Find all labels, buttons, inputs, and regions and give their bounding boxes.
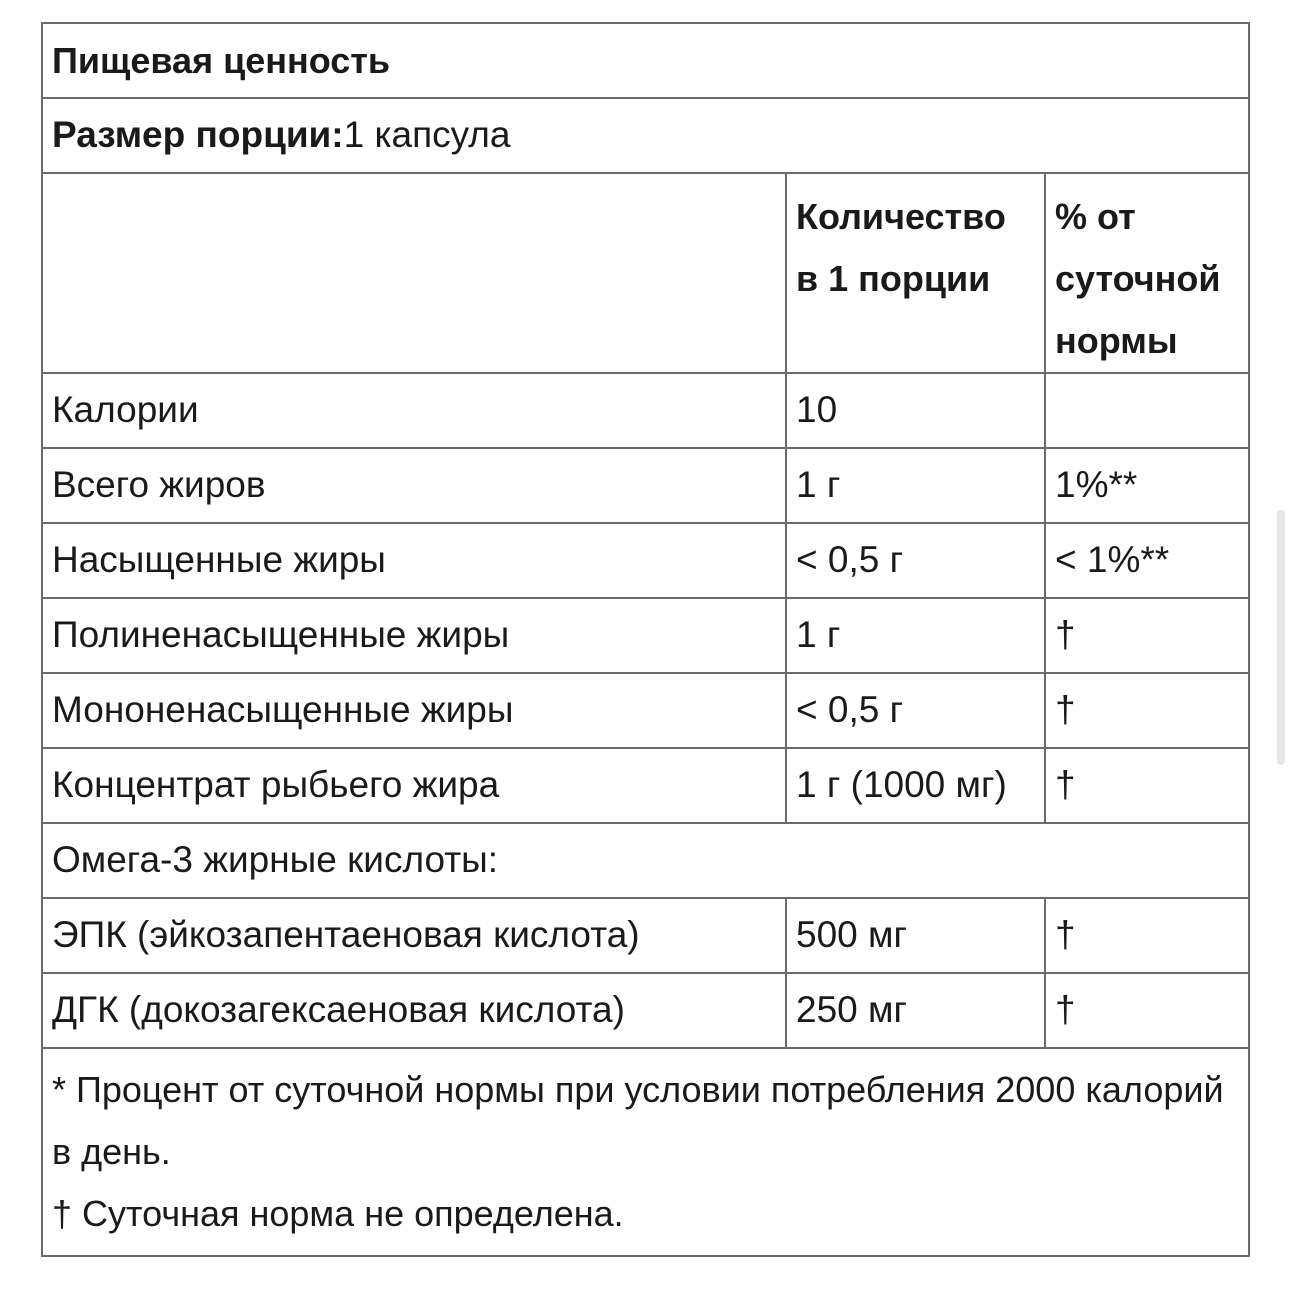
title-row bbox=[42, 23, 1249, 98]
nutrient-name: Насыщенные жиры bbox=[42, 523, 786, 598]
nutrient-name: Полиненасыщенные жиры bbox=[42, 598, 786, 673]
serving-size-label: Размер порции: bbox=[52, 114, 344, 156]
nutrient-daily-value: † bbox=[1045, 748, 1249, 823]
table-row bbox=[42, 373, 1249, 448]
section-row bbox=[42, 823, 1249, 898]
header-empty-cell bbox=[42, 173, 786, 373]
nutrient-amount: 1 г bbox=[786, 598, 1045, 673]
nutrient-name: Мононенасыщенные жиры bbox=[42, 673, 786, 748]
table-row bbox=[42, 973, 1249, 1048]
footnote-row bbox=[42, 1048, 1249, 1256]
nutrient-name: ЭПК (эйкозапентаеновая кислота) bbox=[42, 898, 786, 973]
nutrient-name: Всего жиров bbox=[42, 448, 786, 523]
nutrient-daily-value: 1%** bbox=[1045, 448, 1249, 523]
serving-row bbox=[42, 98, 1249, 173]
serving-size-cell bbox=[42, 98, 1249, 173]
header-daily-value-cell bbox=[1045, 173, 1249, 373]
serving-size-value: 1 капсула bbox=[343, 114, 511, 156]
table-row bbox=[42, 748, 1249, 823]
nutrient-amount: < 0,5 г bbox=[786, 673, 1045, 748]
table-row bbox=[42, 673, 1249, 748]
nutrient-amount: < 0,5 г bbox=[786, 523, 1045, 598]
nutrition-facts-table bbox=[41, 22, 1250, 1257]
table-title: Пищевая ценность bbox=[42, 23, 1249, 98]
footnote-daily-value: * Процент от суточной нормы при условии потребления 2000 калорий в день. bbox=[52, 1069, 1224, 1172]
nutrient-daily-value: † bbox=[1045, 673, 1249, 748]
nutrient-daily-value: < 1%** bbox=[1045, 523, 1249, 598]
nutrient-amount: 10 bbox=[786, 373, 1045, 448]
nutrient-daily-value: † bbox=[1045, 973, 1249, 1048]
header-row bbox=[42, 173, 1249, 373]
table-row bbox=[42, 448, 1249, 523]
section-label: Омега-3 жирные кислоты: bbox=[42, 823, 1249, 898]
nutrient-amount: 500 мг bbox=[786, 898, 1045, 973]
header-daily-value: % от суточной нормы bbox=[1055, 196, 1221, 361]
scrollbar[interactable] bbox=[1277, 510, 1285, 765]
nutrient-daily-value: † bbox=[1045, 598, 1249, 673]
footnote-not-established: † Суточная норма не определена. bbox=[52, 1193, 624, 1234]
table-row bbox=[42, 598, 1249, 673]
header-amount-cell bbox=[786, 173, 1045, 373]
nutrient-amount: 250 мг bbox=[786, 973, 1045, 1048]
table-row bbox=[42, 898, 1249, 973]
nutrient-amount: 1 г (1000 мг) bbox=[786, 748, 1045, 823]
nutrient-amount: 1 г bbox=[786, 448, 1045, 523]
table-row bbox=[42, 523, 1249, 598]
nutrient-daily-value: † bbox=[1045, 898, 1249, 973]
nutrient-name: Калории bbox=[42, 373, 786, 448]
footnotes bbox=[42, 1048, 1249, 1256]
header-amount: Количество в 1 порции bbox=[796, 196, 1006, 299]
nutrient-name: ДГК (докозагексаеновая кислота) bbox=[42, 973, 786, 1048]
nutrient-name: Концентрат рыбьего жира bbox=[42, 748, 786, 823]
nutrient-daily-value bbox=[1045, 373, 1249, 448]
